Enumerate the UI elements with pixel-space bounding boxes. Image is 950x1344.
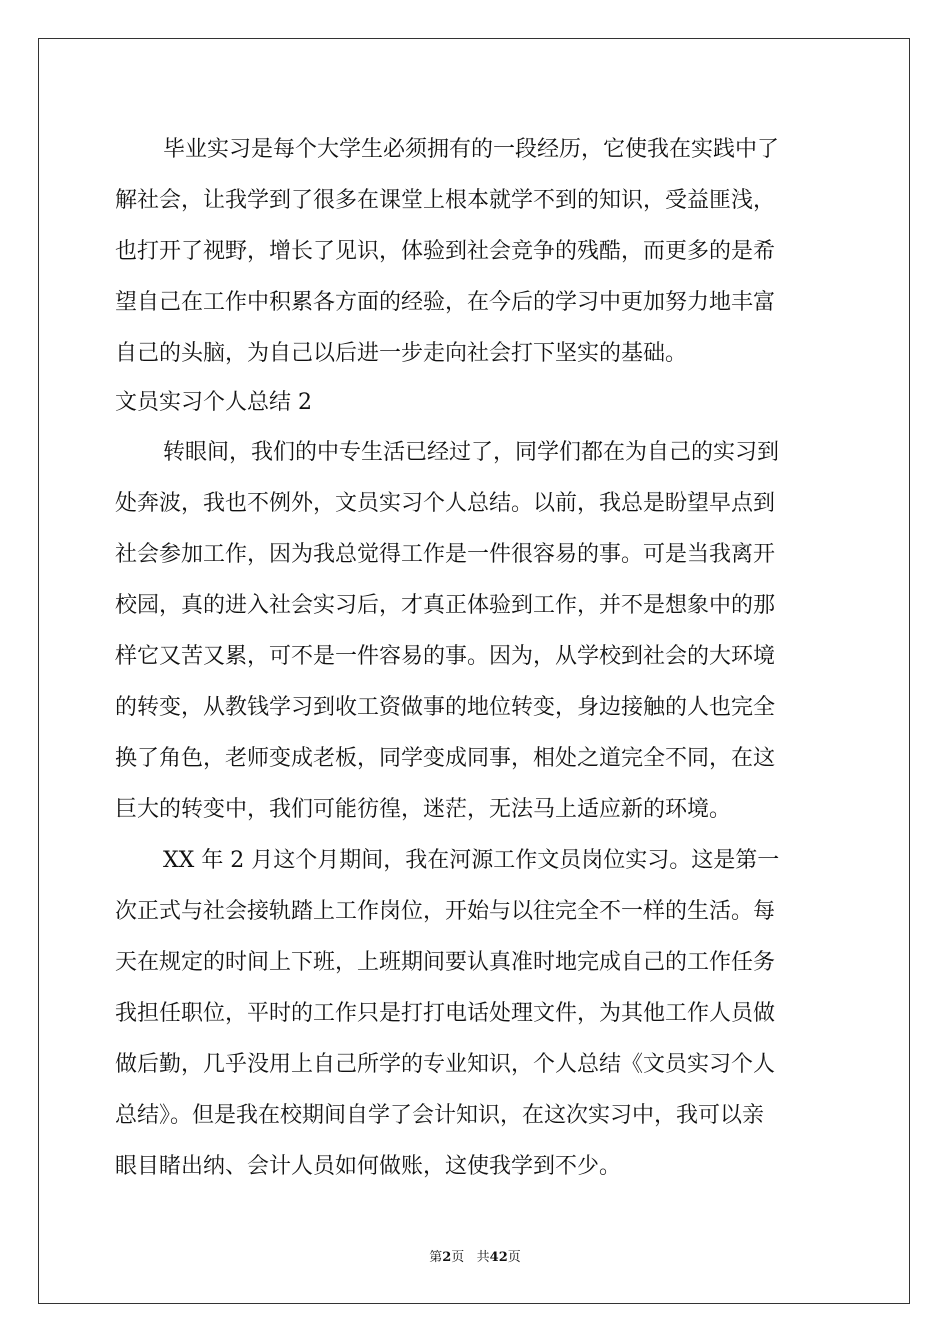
- text-line: 解社会，让我学到了很多在课堂上根本就学不到的知识，受益匪浅，: [115, 188, 776, 213]
- text-line: 总结》。但是我在校期间自学了会计知识，在这次实习中，我可以亲: [115, 1103, 765, 1128]
- text-line: 天在规定的时间上下班，上班期间要认真准时地完成自己的工作任务: [115, 950, 776, 975]
- footer-middle: 页 共: [451, 1250, 490, 1265]
- footer-prefix: 第: [429, 1250, 443, 1265]
- text-line: 换了角色，老师变成老板，同学变成同事，相处之道完全不同，在这: [115, 746, 776, 771]
- text-line: 样它又苦又累，可不是一件容易的事。因为，从学校到社会的大环境: [115, 644, 776, 669]
- paragraph-1: [115, 124, 835, 379]
- text-line: 的转变，从教钱学习到收工资做事的地位转变，身边接触的人也完全: [115, 695, 776, 720]
- text-line: 也打开了视野，增长了见识，体验到社会竞争的残酷，而更多的是希: [115, 239, 776, 264]
- text-line: 次正式与社会接轨踏上工作岗位，开始与以往完全不一样的生活。每: [115, 899, 776, 924]
- text-line: 校园，真的进入社会实习后，才真正体验到工作，并不是想象中的那: [115, 593, 776, 618]
- text-line: 社会参加工作，因为我总觉得工作是一件很容易的事。可是当我离开: [115, 542, 776, 567]
- text-line: XX 年 2 月这个月期间，我在河源工作文员岗位实习。这是第一: [163, 848, 780, 873]
- document-body: [115, 124, 835, 1192]
- text-line: 我担任职位，平时的工作只是打打电话处理文件，为其他工作人员做: [115, 1001, 776, 1026]
- footer-suffix: 页: [507, 1250, 521, 1265]
- total-pages-number: 42: [489, 1250, 508, 1265]
- text-line: 巨大的转变中，我们可能彷徨，迷茫，无法马上适应新的环境。: [115, 797, 732, 822]
- page-footer: [0, 1246, 950, 1265]
- section-heading: 文员实习个人总结 2: [115, 390, 312, 415]
- text-line: 做后勤，几乎没用上自己所学的专业知识，个人总结《文员实习个人: [115, 1052, 776, 1077]
- paragraph-2: [115, 427, 835, 835]
- text-line: 毕业实习是每个大学生必须拥有的一段经历，它使我在实践中了: [163, 137, 780, 162]
- text-line: 自己的头脑，为自己以后进一步走向社会打下坚实的基础。: [115, 341, 688, 366]
- current-page-number: 2: [442, 1250, 452, 1265]
- paragraph-3: [115, 835, 835, 1192]
- text-line: 转眼间，我们的中专生活已经过了，同学们都在为自己的实习到: [163, 440, 780, 465]
- text-line: 眼目睹出纳、会计人员如何做账，这使我学到不少。: [115, 1154, 622, 1179]
- text-line: 处奔波，我也不例外，文员实习个人总结。以前，我总是盼望早点到: [115, 491, 776, 516]
- text-line: 望自己在工作中积累各方面的经验，在今后的学习中更加努力地丰富: [115, 290, 776, 315]
